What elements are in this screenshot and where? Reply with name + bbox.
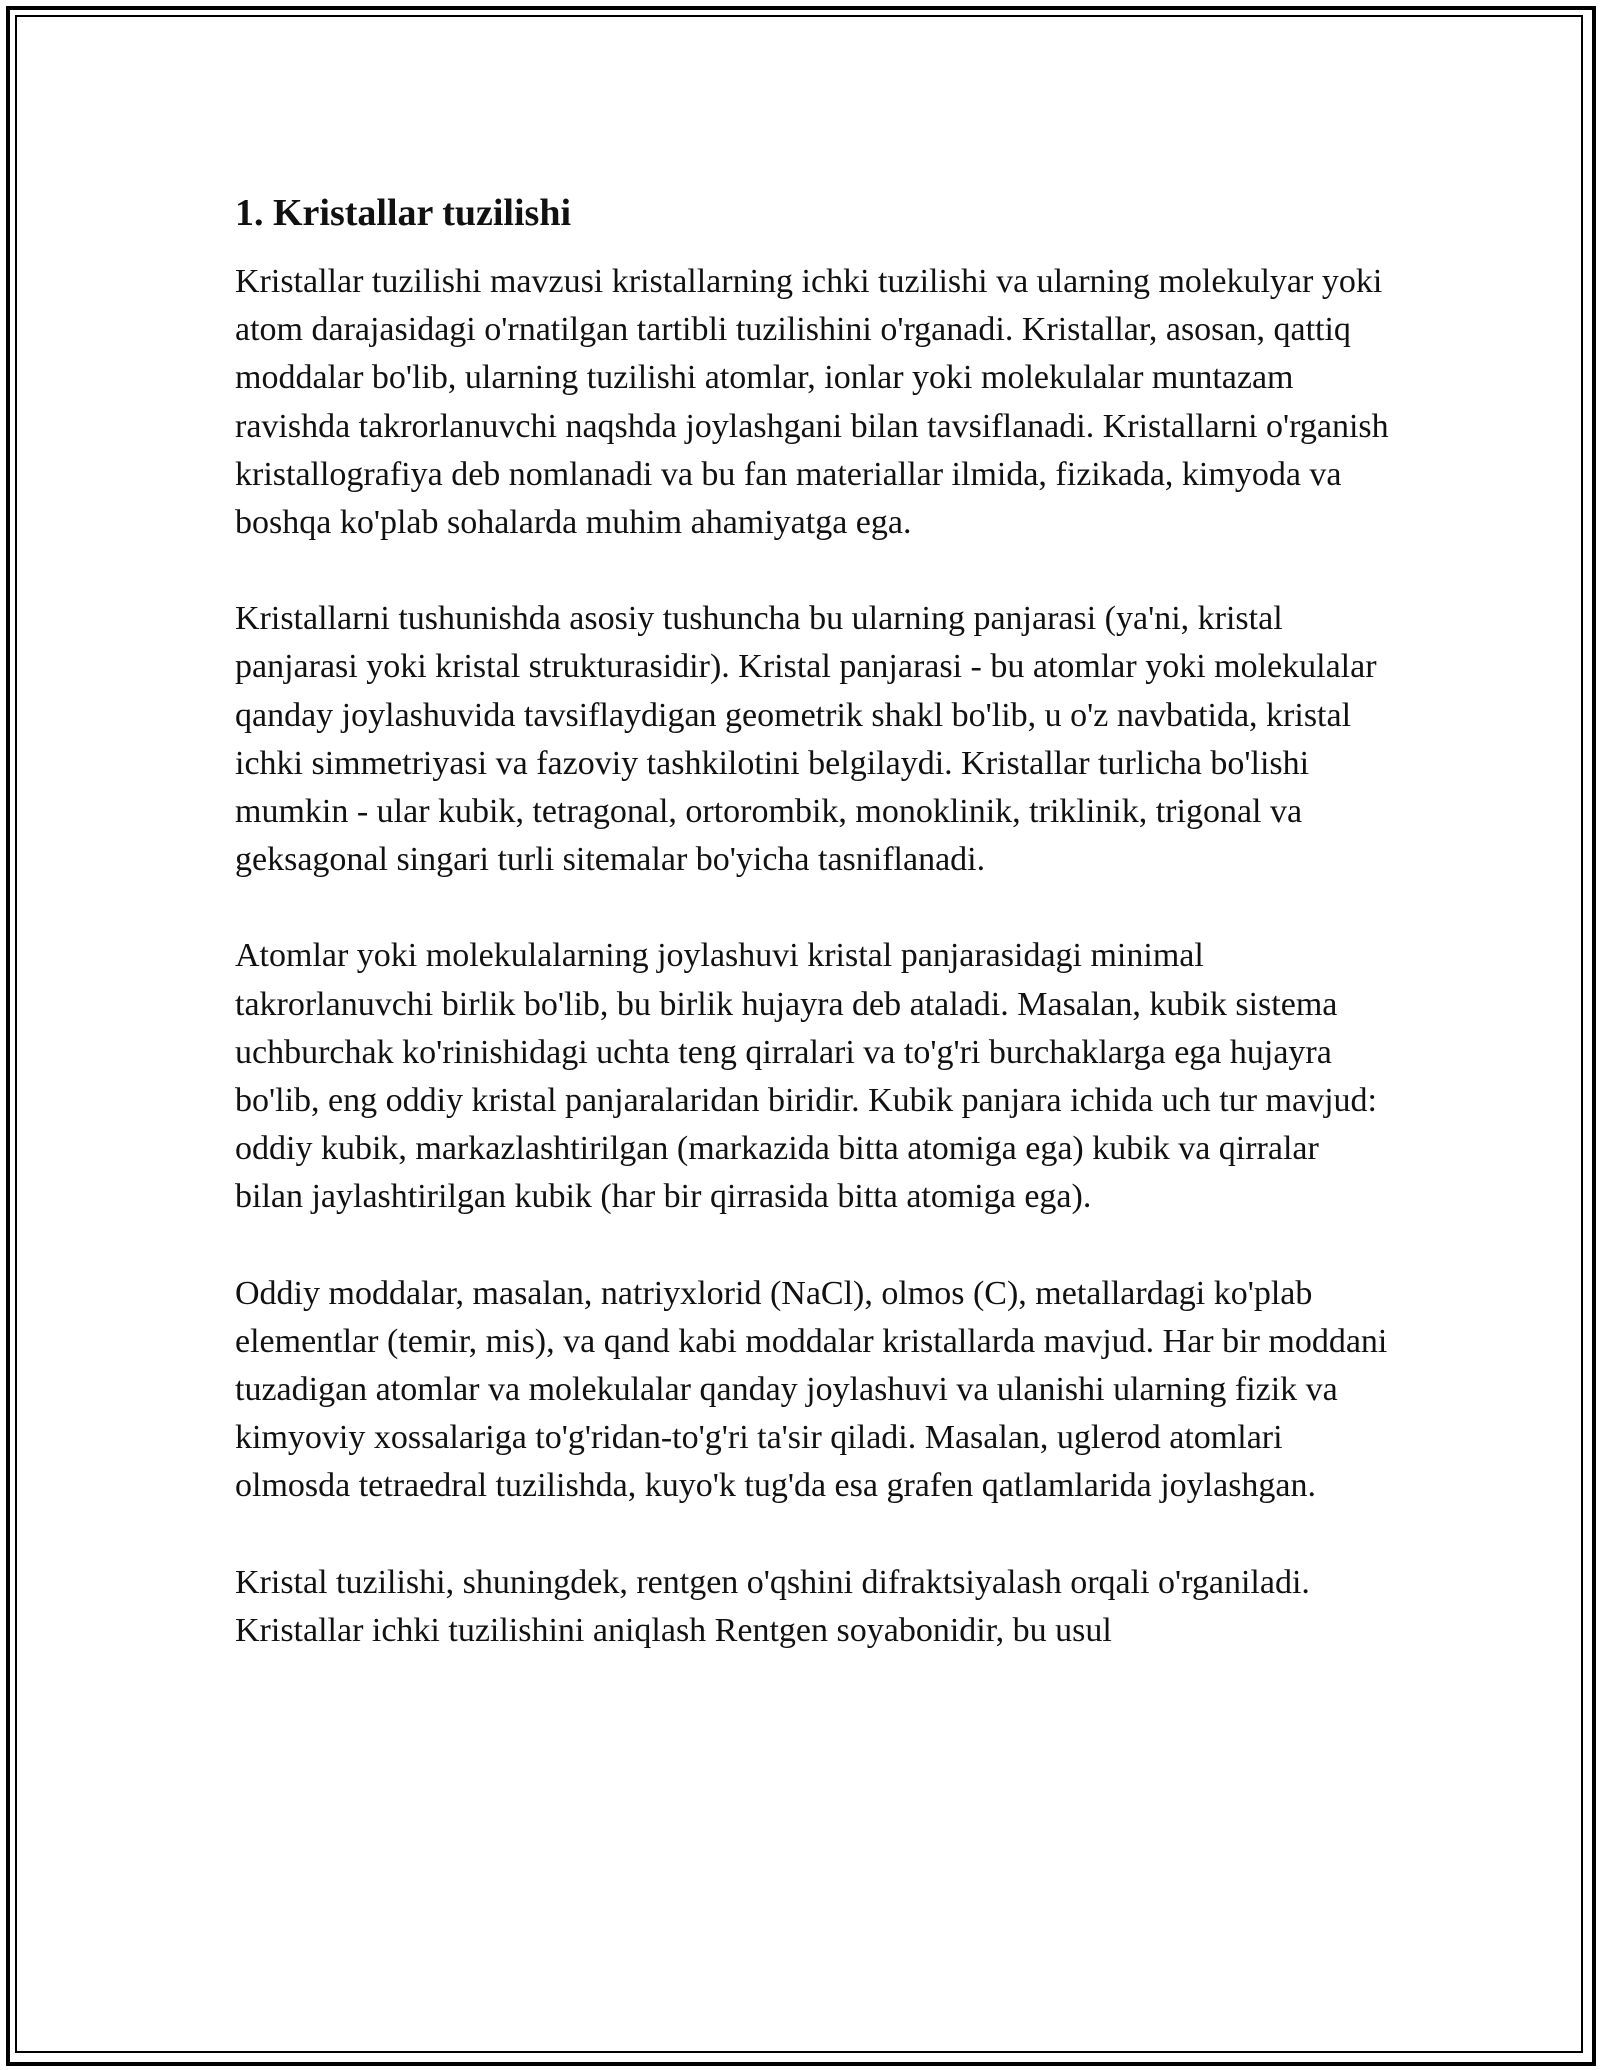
paragraph-2: Kristallarni tushunishda asosiy tushuncha bu ularning panjarasi (ya'ni, kristal panjarasi yoki kristal strukturasidir). Kristal panjarasi - bu atomlar yoki molekulalar qanday joylashuvida tavsiflaydigan geometrik shakl bo'lib, u o'z navbatida, kristal ichki simmetriyasi va fazoviy tashkilotini belgilaydi. Kristallar turlicha bo'lishi mumkin - ular kubik, tetragonal, ortorombik, monoklinik, triklinik, trigonal va geksagonal singari turli sitemalar bo'yicha tasniflanadi. (235, 600, 1377, 879)
section-heading: 1. Kristallar tuzilishi (235, 192, 572, 234)
paragraph-1: Kristallar tuzilishi mavzusi kristallarning ichki tuzilishi va ularning molekulyar yoki atom darajasidagi o'rnatilgan tartibli tuzilishini o'rganadi. Kristallar, asosan, qattiq moddalar bo'lib, ularning tuzilishi atomlar, ionlar yoki molekulalar muntazam ravishda takrorlanuvchi naqshda joylashgani bilan tavsiflanadi. Kristallarni o'rganish kristallografiya deb nomlanadi va bu fan materiallar ilmida, fizikada, kimyoda va boshqa ko'plab sohalarda muhim ahamiyatga ega. (235, 263, 1389, 542)
paragraph-3: Atomlar yoki molekulalarning joylashuvi kristal panjarasidagi minimal takrorlanuvchi birlik bo'lib, bu birlik hujayra deb ataladi. Masalan, kubik sistema uchburchak ko'rinishidagi uchta teng qirralari va to'g'ri burchaklarga ega hujayra bo'lib, eng oddiy kristal panjaralaridan biridir. Kubik panjara ichida uch tur mavjud: oddiy kubik, markazlashtirilgan (markazida bitta atomiga ega) kubik va qirralar bilan jaylashtirilgan kubik (har bir qirrasida bitta atomiga ega). (235, 937, 1377, 1216)
document-body (235, 190, 1395, 1703)
paragraph-5: Kristal tuzilishi, shuningdek, rentgen o'qshini difraktsiyalash orqali o'rganiladi. Kristallar ichki tuzilishini aniqlash Rentgen soyabonidir, bu usul (235, 1563, 1310, 1649)
paragraph-4: Oddiy moddalar, masalan, natriyxlorid (NaCl), olmos (C), metallardagi ko'plab elementlar (temir, mis), va qand kabi moddalar kristallarda mavjud. Har bir moddani tuzadigan atomlar va molekulalar qanday joylashuvi va ulanishi ularning fizik va kimyoviy xossalariga to'g'ridan-to'g'ri ta'sir qiladi. Masalan, uglerod atomlari olmosda tetraedral tuzilishda, kuyo'k tug'da esa grafen qatlamlarida joylashgan. (235, 1274, 1388, 1505)
